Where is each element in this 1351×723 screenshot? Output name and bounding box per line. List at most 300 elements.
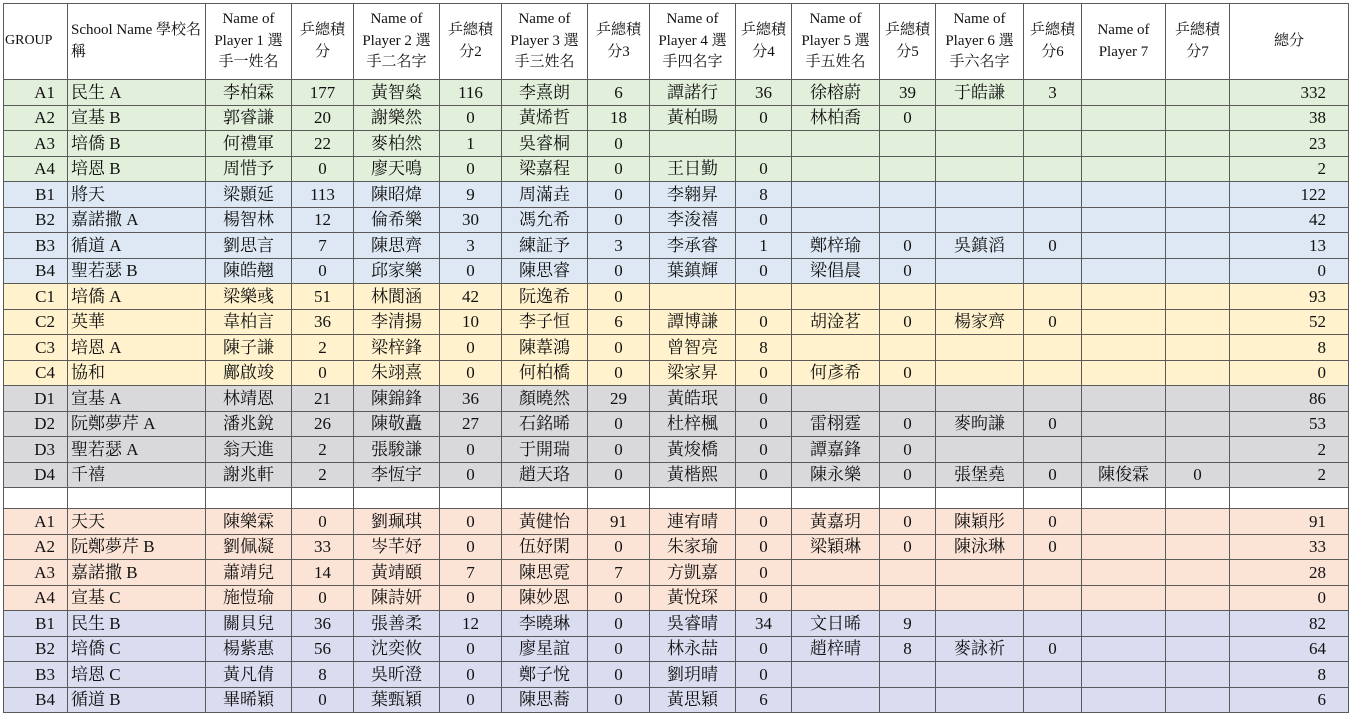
empty-cell[interactable]: [650, 488, 736, 509]
empty-cell[interactable]: [354, 488, 440, 509]
player-6-cell[interactable]: 陳泳琳: [936, 534, 1024, 560]
score-4-cell[interactable]: 8: [736, 335, 792, 361]
player-5-cell[interactable]: 林柏喬: [792, 105, 880, 131]
score-7-cell[interactable]: [1166, 335, 1230, 361]
player-7-cell[interactable]: [1082, 284, 1166, 310]
player-7-cell[interactable]: [1082, 233, 1166, 259]
header-group[interactable]: GROUP: [4, 4, 68, 80]
total-cell[interactable]: 332: [1230, 80, 1349, 106]
group-cell[interactable]: C4: [4, 360, 68, 386]
player-6-cell[interactable]: 麥詠祈: [936, 636, 1024, 662]
school-cell[interactable]: 培僑 A: [68, 284, 206, 310]
player-6-cell[interactable]: [936, 560, 1024, 586]
total-cell[interactable]: 64: [1230, 636, 1349, 662]
player-4-cell[interactable]: 譚博謙: [650, 309, 736, 335]
player-5-cell[interactable]: [792, 207, 880, 233]
player-5-cell[interactable]: [792, 182, 880, 208]
score-4-cell[interactable]: 0: [736, 534, 792, 560]
player-3-cell[interactable]: 陳思霓: [502, 560, 588, 586]
score-6-cell[interactable]: [1024, 437, 1082, 463]
player-5-cell[interactable]: [792, 156, 880, 182]
score-2-cell[interactable]: 9: [440, 182, 502, 208]
score-6-cell[interactable]: [1024, 360, 1082, 386]
school-cell[interactable]: 天天: [68, 509, 206, 535]
group-cell[interactable]: B3: [4, 233, 68, 259]
player-5-cell[interactable]: 雷栩霆: [792, 411, 880, 437]
player-7-cell[interactable]: [1082, 662, 1166, 688]
score-3-cell[interactable]: 0: [588, 207, 650, 233]
score-2-cell[interactable]: 12: [440, 611, 502, 637]
player-1-cell[interactable]: 劉思言: [206, 233, 292, 259]
player-5-cell[interactable]: [792, 687, 880, 713]
player-4-cell[interactable]: 吳睿晴: [650, 611, 736, 637]
player-2-cell[interactable]: 林閬涵: [354, 284, 440, 310]
score-1-cell[interactable]: 12: [292, 207, 354, 233]
score-1-cell[interactable]: 2: [292, 437, 354, 463]
score-6-cell[interactable]: [1024, 386, 1082, 412]
player-2-cell[interactable]: 張駿謙: [354, 437, 440, 463]
score-4-cell[interactable]: 1: [736, 233, 792, 259]
score-4-cell[interactable]: 0: [736, 156, 792, 182]
player-5-cell[interactable]: 陳永樂: [792, 462, 880, 488]
total-cell[interactable]: 8: [1230, 662, 1349, 688]
header-player-2[interactable]: Name of Player 2 選手二名字: [354, 4, 440, 80]
school-cell[interactable]: 培僑 C: [68, 636, 206, 662]
player-4-cell[interactable]: 曾智亮: [650, 335, 736, 361]
school-cell[interactable]: 千禧: [68, 462, 206, 488]
score-7-cell[interactable]: [1166, 80, 1230, 106]
header-score-1[interactable]: 乒總積分: [292, 4, 354, 80]
empty-cell[interactable]: [792, 488, 880, 509]
player-4-cell[interactable]: 林永喆: [650, 636, 736, 662]
score-2-cell[interactable]: 0: [440, 687, 502, 713]
score-2-cell[interactable]: 0: [440, 509, 502, 535]
score-4-cell[interactable]: 0: [736, 207, 792, 233]
score-3-cell[interactable]: 0: [588, 611, 650, 637]
total-cell[interactable]: 28: [1230, 560, 1349, 586]
school-cell[interactable]: 培恩 A: [68, 335, 206, 361]
score-4-cell[interactable]: 0: [736, 585, 792, 611]
score-4-cell[interactable]: [736, 131, 792, 157]
player-7-cell[interactable]: [1082, 437, 1166, 463]
score-4-cell[interactable]: 0: [736, 105, 792, 131]
score-5-cell[interactable]: 0: [880, 534, 936, 560]
player-6-cell[interactable]: [936, 360, 1024, 386]
player-4-cell[interactable]: 葉鎮輝: [650, 258, 736, 284]
score-3-cell[interactable]: 18: [588, 105, 650, 131]
player-3-cell[interactable]: 周滿垚: [502, 182, 588, 208]
score-2-cell[interactable]: 0: [440, 335, 502, 361]
player-7-cell[interactable]: 陳俊霖: [1082, 462, 1166, 488]
score-1-cell[interactable]: 8: [292, 662, 354, 688]
score-6-cell[interactable]: [1024, 585, 1082, 611]
group-cell[interactable]: D4: [4, 462, 68, 488]
player-2-cell[interactable]: 黃靖頤: [354, 560, 440, 586]
player-1-cell[interactable]: 陳子謙: [206, 335, 292, 361]
score-1-cell[interactable]: 113: [292, 182, 354, 208]
header-player-1[interactable]: Name of Player 1 選手一姓名: [206, 4, 292, 80]
score-4-cell[interactable]: 0: [736, 560, 792, 586]
player-7-cell[interactable]: [1082, 258, 1166, 284]
player-7-cell[interactable]: [1082, 207, 1166, 233]
score-3-cell[interactable]: 0: [588, 636, 650, 662]
player-2-cell[interactable]: 陳敬矗: [354, 411, 440, 437]
player-1-cell[interactable]: 楊紫惠: [206, 636, 292, 662]
score-2-cell[interactable]: 0: [440, 105, 502, 131]
player-2-cell[interactable]: 陳詩妍: [354, 585, 440, 611]
score-6-cell[interactable]: [1024, 335, 1082, 361]
score-2-cell[interactable]: 1: [440, 131, 502, 157]
score-2-cell[interactable]: 42: [440, 284, 502, 310]
player-4-cell[interactable]: [650, 131, 736, 157]
header-player-6[interactable]: Name of Player 6 選手六名字: [936, 4, 1024, 80]
player-1-cell[interactable]: 梁樂彧: [206, 284, 292, 310]
player-6-cell[interactable]: [936, 585, 1024, 611]
player-6-cell[interactable]: 張堡堯: [936, 462, 1024, 488]
player-3-cell[interactable]: 陳思蕎: [502, 687, 588, 713]
total-cell[interactable]: 2: [1230, 437, 1349, 463]
score-7-cell[interactable]: [1166, 156, 1230, 182]
score-4-cell[interactable]: 0: [736, 309, 792, 335]
score-3-cell[interactable]: 0: [588, 437, 650, 463]
player-6-cell[interactable]: 于皓謙: [936, 80, 1024, 106]
score-3-cell[interactable]: 0: [588, 182, 650, 208]
score-2-cell[interactable]: 0: [440, 462, 502, 488]
score-3-cell[interactable]: 0: [588, 284, 650, 310]
player-3-cell[interactable]: 梁嘉程: [502, 156, 588, 182]
score-6-cell[interactable]: [1024, 131, 1082, 157]
player-3-cell[interactable]: 陳思睿: [502, 258, 588, 284]
school-cell[interactable]: 循道 B: [68, 687, 206, 713]
player-3-cell[interactable]: 吳睿桐: [502, 131, 588, 157]
player-7-cell[interactable]: [1082, 636, 1166, 662]
empty-cell[interactable]: [1166, 488, 1230, 509]
score-7-cell[interactable]: [1166, 585, 1230, 611]
player-1-cell[interactable]: 劉佩凝: [206, 534, 292, 560]
score-3-cell[interactable]: 0: [588, 131, 650, 157]
score-4-cell[interactable]: 0: [736, 360, 792, 386]
total-cell[interactable]: 33: [1230, 534, 1349, 560]
score-7-cell[interactable]: [1166, 437, 1230, 463]
player-1-cell[interactable]: 黃凡倩: [206, 662, 292, 688]
score-3-cell[interactable]: 0: [588, 335, 650, 361]
player-4-cell[interactable]: 方凱嘉: [650, 560, 736, 586]
score-5-cell[interactable]: [880, 335, 936, 361]
player-6-cell[interactable]: 陳穎彤: [936, 509, 1024, 535]
player-6-cell[interactable]: [936, 131, 1024, 157]
group-cell[interactable]: C2: [4, 309, 68, 335]
player-6-cell[interactable]: 楊家齊: [936, 309, 1024, 335]
score-1-cell[interactable]: 26: [292, 411, 354, 437]
score-1-cell[interactable]: 51: [292, 284, 354, 310]
score-7-cell[interactable]: 0: [1166, 462, 1230, 488]
group-cell[interactable]: A4: [4, 585, 68, 611]
score-2-cell[interactable]: 7: [440, 560, 502, 586]
player-6-cell[interactable]: 麥昫謙: [936, 411, 1024, 437]
player-4-cell[interactable]: 黃思穎: [650, 687, 736, 713]
score-3-cell[interactable]: 0: [588, 411, 650, 437]
player-2-cell[interactable]: 張善柔: [354, 611, 440, 637]
player-2-cell[interactable]: 朱翊熹: [354, 360, 440, 386]
player-2-cell[interactable]: 李清揚: [354, 309, 440, 335]
school-cell[interactable]: 培恩 C: [68, 662, 206, 688]
score-7-cell[interactable]: [1166, 360, 1230, 386]
player-2-cell[interactable]: 梁梓鋒: [354, 335, 440, 361]
empty-cell[interactable]: [1230, 488, 1349, 509]
player-5-cell[interactable]: 黃嘉玥: [792, 509, 880, 535]
score-7-cell[interactable]: [1166, 411, 1230, 437]
score-3-cell[interactable]: 0: [588, 258, 650, 284]
player-7-cell[interactable]: [1082, 534, 1166, 560]
player-3-cell[interactable]: 李曉琳: [502, 611, 588, 637]
group-cell[interactable]: A3: [4, 131, 68, 157]
player-4-cell[interactable]: 黃悅琛: [650, 585, 736, 611]
player-3-cell[interactable]: 黃烯哲: [502, 105, 588, 131]
player-1-cell[interactable]: 李柏霖: [206, 80, 292, 106]
score-6-cell[interactable]: 0: [1024, 309, 1082, 335]
group-cell[interactable]: A1: [4, 80, 68, 106]
total-cell[interactable]: 13: [1230, 233, 1349, 259]
player-1-cell[interactable]: 陳樂霖: [206, 509, 292, 535]
player-3-cell[interactable]: 黃健怡: [502, 509, 588, 535]
score-6-cell[interactable]: [1024, 687, 1082, 713]
player-7-cell[interactable]: [1082, 611, 1166, 637]
score-7-cell[interactable]: [1166, 560, 1230, 586]
header-score-7[interactable]: 乒總積分7: [1166, 4, 1230, 80]
player-3-cell[interactable]: 練証予: [502, 233, 588, 259]
player-3-cell[interactable]: 馮允希: [502, 207, 588, 233]
player-3-cell[interactable]: 廖星誼: [502, 636, 588, 662]
player-3-cell[interactable]: 陳葦鴻: [502, 335, 588, 361]
score-5-cell[interactable]: [880, 156, 936, 182]
group-cell[interactable]: C1: [4, 284, 68, 310]
player-4-cell[interactable]: 黃焌橋: [650, 437, 736, 463]
player-3-cell[interactable]: 李子恒: [502, 309, 588, 335]
player-5-cell[interactable]: [792, 335, 880, 361]
header-score-2[interactable]: 乒總積分2: [440, 4, 502, 80]
score-4-cell[interactable]: 0: [736, 636, 792, 662]
score-6-cell[interactable]: [1024, 662, 1082, 688]
school-cell[interactable]: 培僑 B: [68, 131, 206, 157]
player-4-cell[interactable]: 連宥晴: [650, 509, 736, 535]
score-7-cell[interactable]: [1166, 611, 1230, 637]
player-7-cell[interactable]: [1082, 182, 1166, 208]
score-1-cell[interactable]: 0: [292, 509, 354, 535]
score-5-cell[interactable]: 0: [880, 411, 936, 437]
score-1-cell[interactable]: 56: [292, 636, 354, 662]
score-3-cell[interactable]: 91: [588, 509, 650, 535]
player-6-cell[interactable]: [936, 386, 1024, 412]
score-2-cell[interactable]: 0: [440, 360, 502, 386]
score-3-cell[interactable]: 0: [588, 585, 650, 611]
score-6-cell[interactable]: 0: [1024, 534, 1082, 560]
group-cell[interactable]: B3: [4, 662, 68, 688]
score-7-cell[interactable]: [1166, 131, 1230, 157]
total-cell[interactable]: 0: [1230, 360, 1349, 386]
player-1-cell[interactable]: 謝兆軒: [206, 462, 292, 488]
player-4-cell[interactable]: 杜梓楓: [650, 411, 736, 437]
score-5-cell[interactable]: 9: [880, 611, 936, 637]
school-cell[interactable]: 嘉諾撒 B: [68, 560, 206, 586]
score-7-cell[interactable]: [1166, 105, 1230, 131]
score-3-cell[interactable]: 0: [588, 662, 650, 688]
player-1-cell[interactable]: 楊智林: [206, 207, 292, 233]
player-2-cell[interactable]: 黃智燊: [354, 80, 440, 106]
player-5-cell[interactable]: 何彥希: [792, 360, 880, 386]
player-1-cell[interactable]: 畢晞穎: [206, 687, 292, 713]
player-5-cell[interactable]: [792, 284, 880, 310]
player-2-cell[interactable]: 廖天鳴: [354, 156, 440, 182]
player-2-cell[interactable]: 葉甄穎: [354, 687, 440, 713]
score-7-cell[interactable]: [1166, 386, 1230, 412]
score-6-cell[interactable]: [1024, 207, 1082, 233]
total-cell[interactable]: 42: [1230, 207, 1349, 233]
score-2-cell[interactable]: 0: [440, 636, 502, 662]
group-cell[interactable]: B4: [4, 687, 68, 713]
player-7-cell[interactable]: [1082, 360, 1166, 386]
total-cell[interactable]: 38: [1230, 105, 1349, 131]
score-4-cell[interactable]: 34: [736, 611, 792, 637]
group-cell[interactable]: B2: [4, 636, 68, 662]
score-3-cell[interactable]: 0: [588, 687, 650, 713]
score-4-cell[interactable]: 6: [736, 687, 792, 713]
empty-cell[interactable]: [206, 488, 292, 509]
group-cell[interactable]: C3: [4, 335, 68, 361]
score-5-cell[interactable]: 0: [880, 233, 936, 259]
player-7-cell[interactable]: [1082, 560, 1166, 586]
score-3-cell[interactable]: 0: [588, 534, 650, 560]
score-2-cell[interactable]: 0: [440, 662, 502, 688]
score-6-cell[interactable]: [1024, 156, 1082, 182]
player-4-cell[interactable]: 李承睿: [650, 233, 736, 259]
score-5-cell[interactable]: [880, 585, 936, 611]
player-6-cell[interactable]: [936, 207, 1024, 233]
score-5-cell[interactable]: 0: [880, 258, 936, 284]
school-cell[interactable]: 宣基 C: [68, 585, 206, 611]
total-cell[interactable]: 8: [1230, 335, 1349, 361]
school-cell[interactable]: 阮鄭夢芹 A: [68, 411, 206, 437]
score-6-cell[interactable]: [1024, 105, 1082, 131]
score-6-cell[interactable]: [1024, 258, 1082, 284]
score-5-cell[interactable]: 39: [880, 80, 936, 106]
player-7-cell[interactable]: [1082, 509, 1166, 535]
score-3-cell[interactable]: 0: [588, 462, 650, 488]
score-4-cell[interactable]: 0: [736, 437, 792, 463]
score-3-cell[interactable]: 6: [588, 80, 650, 106]
player-6-cell[interactable]: [936, 284, 1024, 310]
school-cell[interactable]: 協和: [68, 360, 206, 386]
player-4-cell[interactable]: 譚諾行: [650, 80, 736, 106]
school-cell[interactable]: 聖若瑟 B: [68, 258, 206, 284]
score-7-cell[interactable]: [1166, 284, 1230, 310]
player-1-cell[interactable]: 周惜予: [206, 156, 292, 182]
empty-cell[interactable]: [4, 488, 68, 509]
score-6-cell[interactable]: 0: [1024, 509, 1082, 535]
player-2-cell[interactable]: 陳思齊: [354, 233, 440, 259]
score-3-cell[interactable]: 0: [588, 156, 650, 182]
header-player-5[interactable]: Name of Player 5 選手五姓名: [792, 4, 880, 80]
score-3-cell[interactable]: 0: [588, 360, 650, 386]
score-1-cell[interactable]: 0: [292, 360, 354, 386]
player-5-cell[interactable]: 胡淦茗: [792, 309, 880, 335]
score-7-cell[interactable]: [1166, 207, 1230, 233]
player-7-cell[interactable]: [1082, 80, 1166, 106]
player-5-cell[interactable]: 文日晞: [792, 611, 880, 637]
school-cell[interactable]: 將天: [68, 182, 206, 208]
school-cell[interactable]: 民生 A: [68, 80, 206, 106]
school-cell[interactable]: 宣基 B: [68, 105, 206, 131]
player-5-cell[interactable]: 譚嘉鋒: [792, 437, 880, 463]
score-7-cell[interactable]: [1166, 258, 1230, 284]
score-6-cell[interactable]: [1024, 611, 1082, 637]
player-4-cell[interactable]: 黃楷熙: [650, 462, 736, 488]
score-5-cell[interactable]: [880, 687, 936, 713]
score-7-cell[interactable]: [1166, 233, 1230, 259]
school-cell[interactable]: 培恩 B: [68, 156, 206, 182]
score-6-cell[interactable]: 0: [1024, 636, 1082, 662]
total-cell[interactable]: 122: [1230, 182, 1349, 208]
score-1-cell[interactable]: 22: [292, 131, 354, 157]
player-3-cell[interactable]: 趙天珞: [502, 462, 588, 488]
player-7-cell[interactable]: [1082, 687, 1166, 713]
score-6-cell[interactable]: 0: [1024, 411, 1082, 437]
score-6-cell[interactable]: [1024, 182, 1082, 208]
total-cell[interactable]: 0: [1230, 258, 1349, 284]
player-4-cell[interactable]: 黃皓珉: [650, 386, 736, 412]
player-3-cell[interactable]: 伍妤閑: [502, 534, 588, 560]
player-3-cell[interactable]: 于開瑞: [502, 437, 588, 463]
score-1-cell[interactable]: 177: [292, 80, 354, 106]
player-3-cell[interactable]: 陳妙恩: [502, 585, 588, 611]
score-3-cell[interactable]: 3: [588, 233, 650, 259]
player-6-cell[interactable]: 吳鎮滔: [936, 233, 1024, 259]
group-cell[interactable]: A1: [4, 509, 68, 535]
empty-cell[interactable]: [588, 488, 650, 509]
score-4-cell[interactable]: 8: [736, 182, 792, 208]
player-5-cell[interactable]: 梁穎琳: [792, 534, 880, 560]
player-7-cell[interactable]: [1082, 156, 1166, 182]
player-6-cell[interactable]: [936, 335, 1024, 361]
total-cell[interactable]: 6: [1230, 687, 1349, 713]
player-6-cell[interactable]: [936, 662, 1024, 688]
player-7-cell[interactable]: [1082, 335, 1166, 361]
player-6-cell[interactable]: [936, 687, 1024, 713]
score-7-cell[interactable]: [1166, 662, 1230, 688]
score-2-cell[interactable]: 30: [440, 207, 502, 233]
score-5-cell[interactable]: 0: [880, 309, 936, 335]
score-5-cell[interactable]: [880, 284, 936, 310]
player-3-cell[interactable]: 阮逸希: [502, 284, 588, 310]
score-5-cell[interactable]: 0: [880, 360, 936, 386]
player-1-cell[interactable]: 關貝兒: [206, 611, 292, 637]
score-6-cell[interactable]: 0: [1024, 233, 1082, 259]
player-4-cell[interactable]: 李浚禧: [650, 207, 736, 233]
score-4-cell[interactable]: 0: [736, 386, 792, 412]
player-5-cell[interactable]: 梁倡晨: [792, 258, 880, 284]
school-cell[interactable]: 宣基 A: [68, 386, 206, 412]
player-3-cell[interactable]: 何柏橋: [502, 360, 588, 386]
empty-cell[interactable]: [292, 488, 354, 509]
group-cell[interactable]: A2: [4, 105, 68, 131]
player-2-cell[interactable]: 邱家樂: [354, 258, 440, 284]
empty-cell[interactable]: [1082, 488, 1166, 509]
player-5-cell[interactable]: [792, 662, 880, 688]
score-4-cell[interactable]: 0: [736, 411, 792, 437]
score-4-cell[interactable]: [736, 284, 792, 310]
group-cell[interactable]: B1: [4, 182, 68, 208]
score-4-cell[interactable]: 0: [736, 462, 792, 488]
score-7-cell[interactable]: [1166, 636, 1230, 662]
